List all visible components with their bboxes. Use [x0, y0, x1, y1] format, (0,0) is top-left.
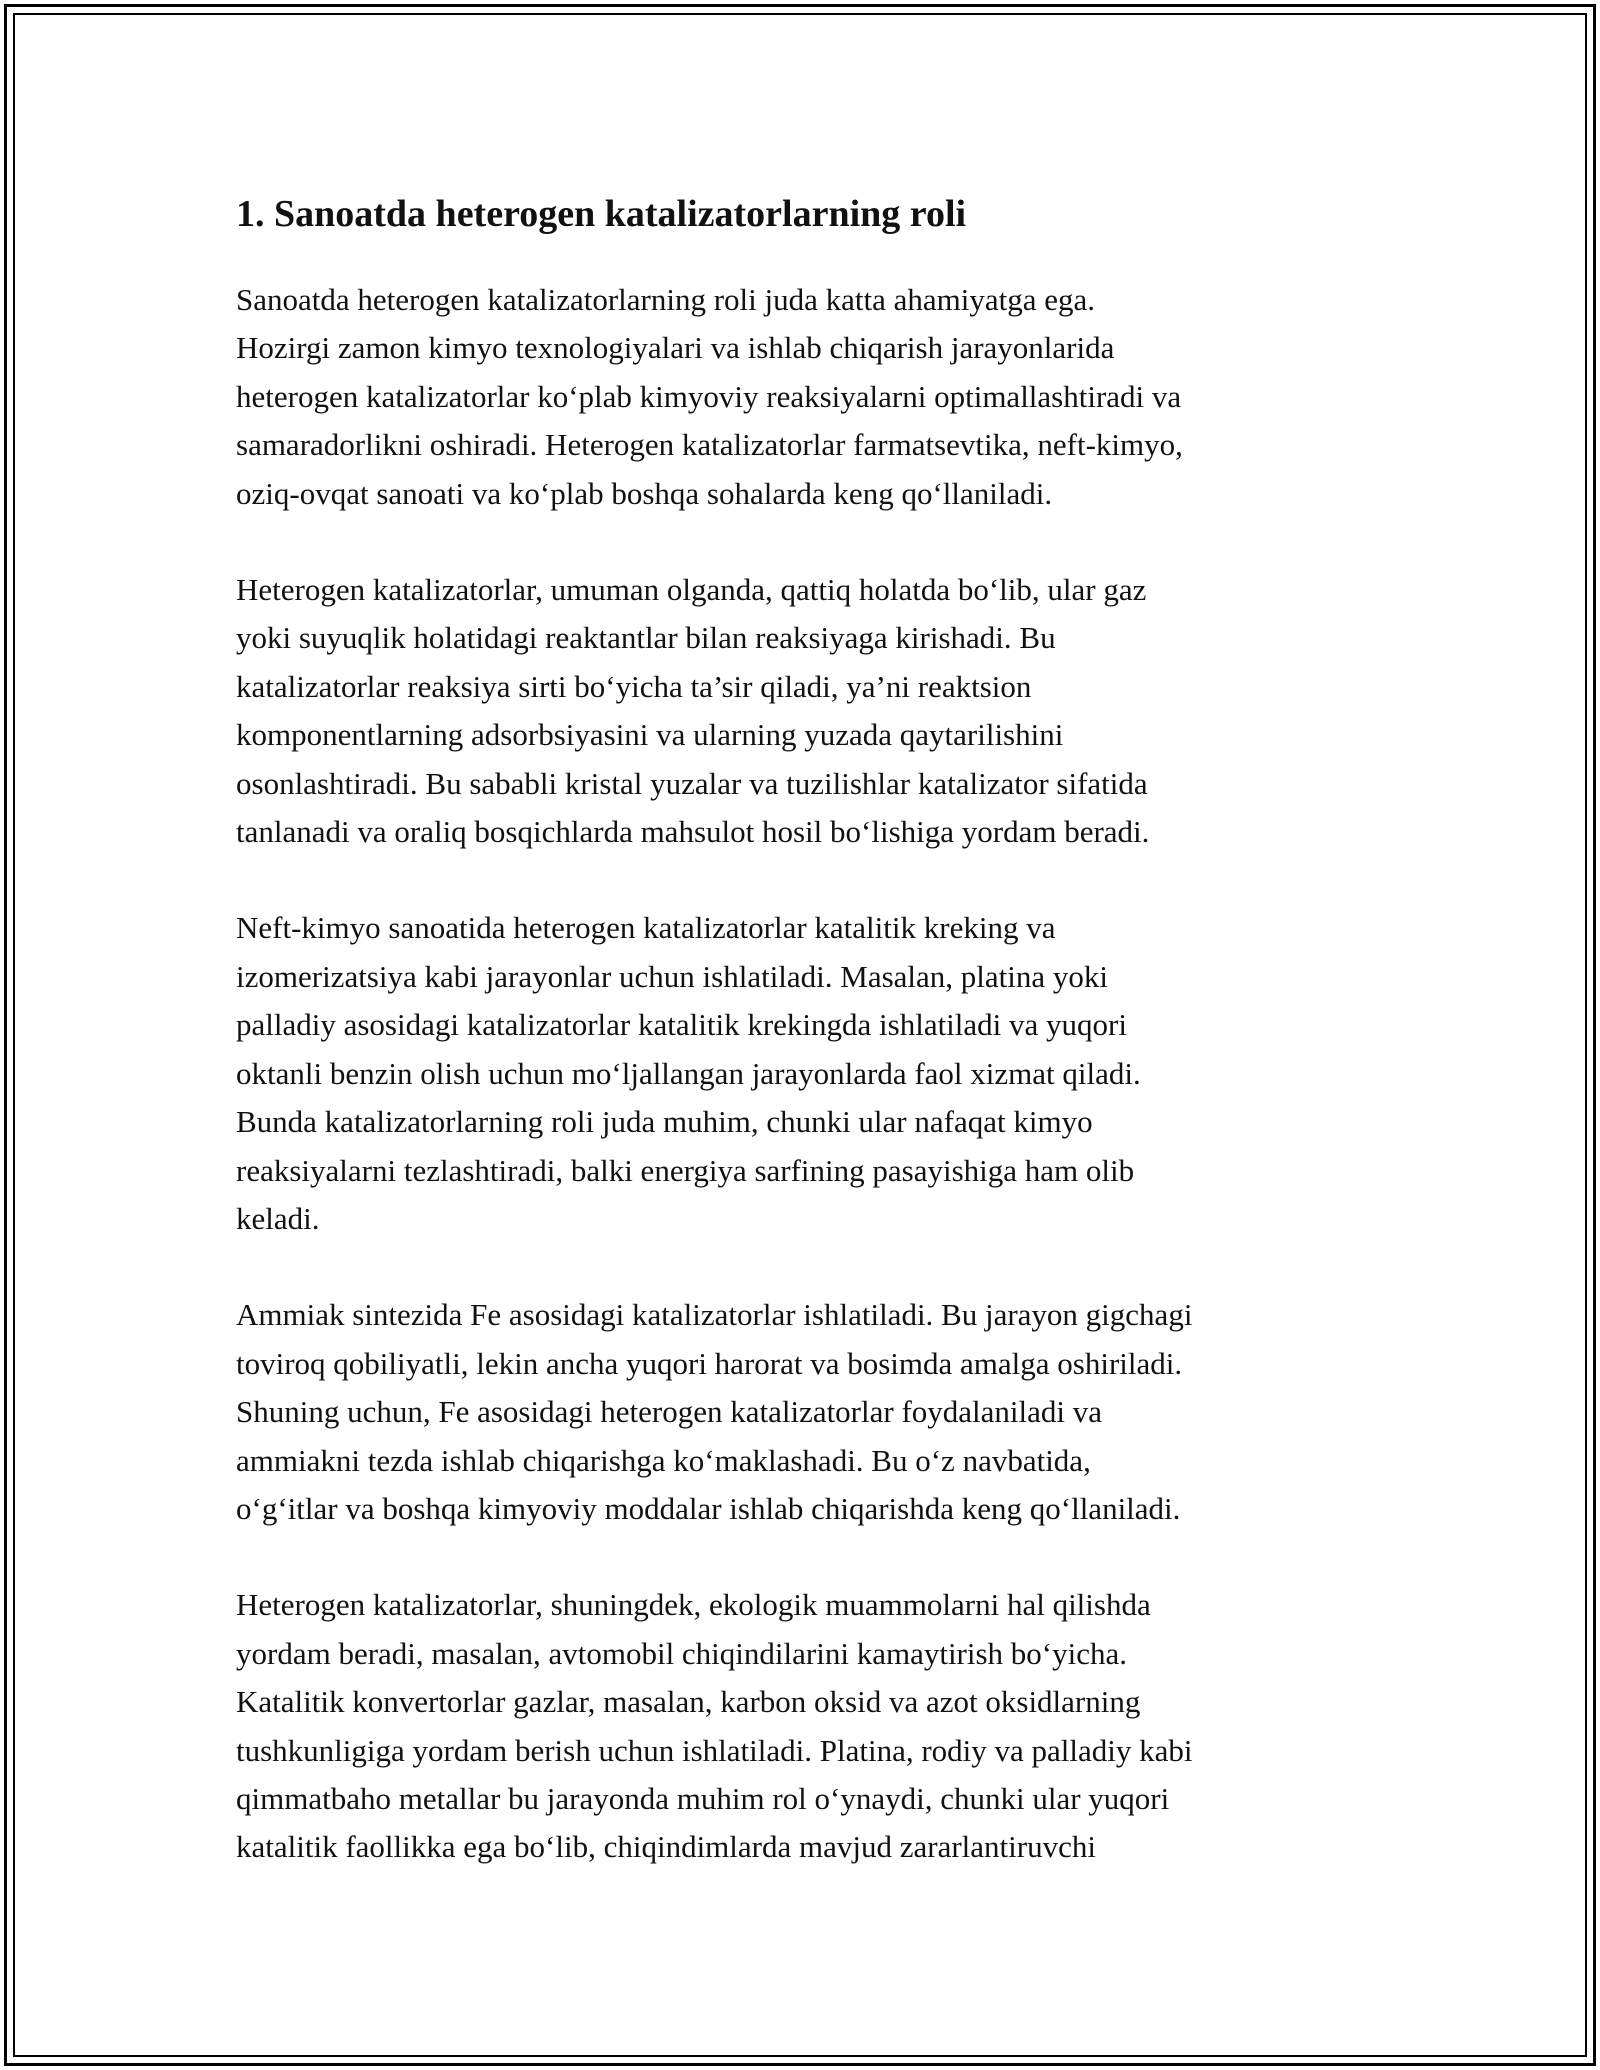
paragraph	[236, 566, 1406, 856]
paragraph-line: qimmatbaho metallar bu jarayonda muhim rol o‘ynaydi, chunki ular yuqori	[236, 1780, 1170, 1816]
paragraph	[236, 276, 1406, 518]
paragraph-line: yoki suyuqlik holatidagi reaktantlar bilan reaksiyaga kirishadi. Bu	[236, 620, 1056, 656]
paragraph-line: osonlashtiradi. Bu sababli kristal yuzalar va tuzilishlar katalizator sifatida	[236, 765, 1148, 801]
paragraph-line: oktanli benzin olish uchun mo‘ljallangan jarayonlarda faol xizmat qiladi.	[236, 1055, 1141, 1091]
paragraph	[236, 1581, 1406, 1871]
paragraph-line: Heterogen katalizatorlar, shuningdek, ekologik muammolarni hal qilishda	[236, 1587, 1151, 1623]
paragraph-line: toviroq qobiliyatli, lekin ancha yuqori harorat va bosimda amalga oshiriladi.	[236, 1345, 1183, 1381]
paragraph-line: katalitik faollikka ega bo‘lib, chiqindimlarda mavjud zararlantiruvchi	[236, 1829, 1096, 1865]
paragraph	[236, 904, 1406, 1243]
paragraph-line: Bunda katalizatorlarning roli juda muhim, chunki ular nafaqat kimyo	[236, 1104, 1093, 1140]
paragraph	[236, 1291, 1406, 1533]
paragraph-line: o‘g‘itlar va boshqa kimyoviy moddalar ishlab chiqarishda keng qo‘llaniladi.	[236, 1490, 1181, 1526]
paragraph-line: Katalitik konvertorlar gazlar, masalan, karbon oksid va azot oksidlarning	[236, 1684, 1141, 1720]
paragraph-line: palladiy asosidagi katalizatorlar katalitik krekingda ishlatiladi va yuqori	[236, 1007, 1127, 1043]
paragraph-line: oziq-ovqat sanoati va ko‘plab boshqa sohalarda keng qo‘llaniladi.	[236, 475, 1053, 511]
paragraph-line: heterogen katalizatorlar ko‘plab kimyoviy reaksiyalarni optimallashtiradi va	[236, 378, 1182, 414]
paragraph-line: yordam beradi, masalan, avtomobil chiqindilarini kamaytirish bo‘yicha.	[236, 1635, 1128, 1671]
paragraph-line: Heterogen katalizatorlar, umuman olganda, qattiq holatda bo‘lib, ular gaz	[236, 572, 1147, 608]
paragraph-line: tanlanadi va oraliq bosqichlarda mahsulot hosil bo‘lishiga yordam beradi.	[236, 814, 1150, 850]
document-body	[236, 184, 1406, 1920]
paragraph-line: tushkunligiga yordam berish uchun ishlatiladi. Platina, rodiy va palladiy kabi	[236, 1732, 1193, 1768]
section-heading: 1. Sanoatda heterogen katalizatorlarning roli	[236, 193, 967, 235]
paragraph-line: Sanoatda heterogen katalizatorlarning roli juda katta ahamiyatga ega.	[236, 282, 1096, 317]
paragraph-line: Shuning uchun, Fe asosidagi heterogen katalizatorlar foydalaniladi va	[236, 1394, 1103, 1430]
paragraph-line: keladi.	[236, 1200, 320, 1236]
paragraph-line: Neft-kimyo sanoatida heterogen katalizatorlar katalitik kreking va	[236, 910, 1056, 946]
paragraph-line: katalizatorlar reaksiya sirti bo‘yicha ta’sir qiladi, ya’ni reaktsion	[236, 668, 1032, 704]
paragraph-list	[236, 276, 1406, 1872]
paragraph-line: reaksiyalarni tezlashtiradi, balki energiya sarfining pasayishiga ham olib	[236, 1152, 1135, 1188]
paragraph-line: Ammiak sintezida Fe asosidagi katalizatorlar ishlatiladi. Bu jarayon gigchagi	[236, 1297, 1193, 1333]
paragraph-line: Hozirgi zamon kimyo texnologiyalari va ishlab chiqarish jarayonlarida	[236, 330, 1115, 366]
paragraph-line: samaradorlikni oshiradi. Heterogen katalizatorlar farmatsevtika, neft-kimyo,	[236, 427, 1183, 463]
paragraph-line: ammiakni tezda ishlab chiqarishga ko‘maklashadi. Bu o‘z navbatida,	[236, 1442, 1091, 1478]
paragraph-line: izomerizatsiya kabi jarayonlar uchun ishlatiladi. Masalan, platina yoki	[236, 958, 1109, 994]
paragraph-line: komponentlarning adsorbsiyasini va ularning yuzada qaytarilishini	[236, 717, 1064, 753]
